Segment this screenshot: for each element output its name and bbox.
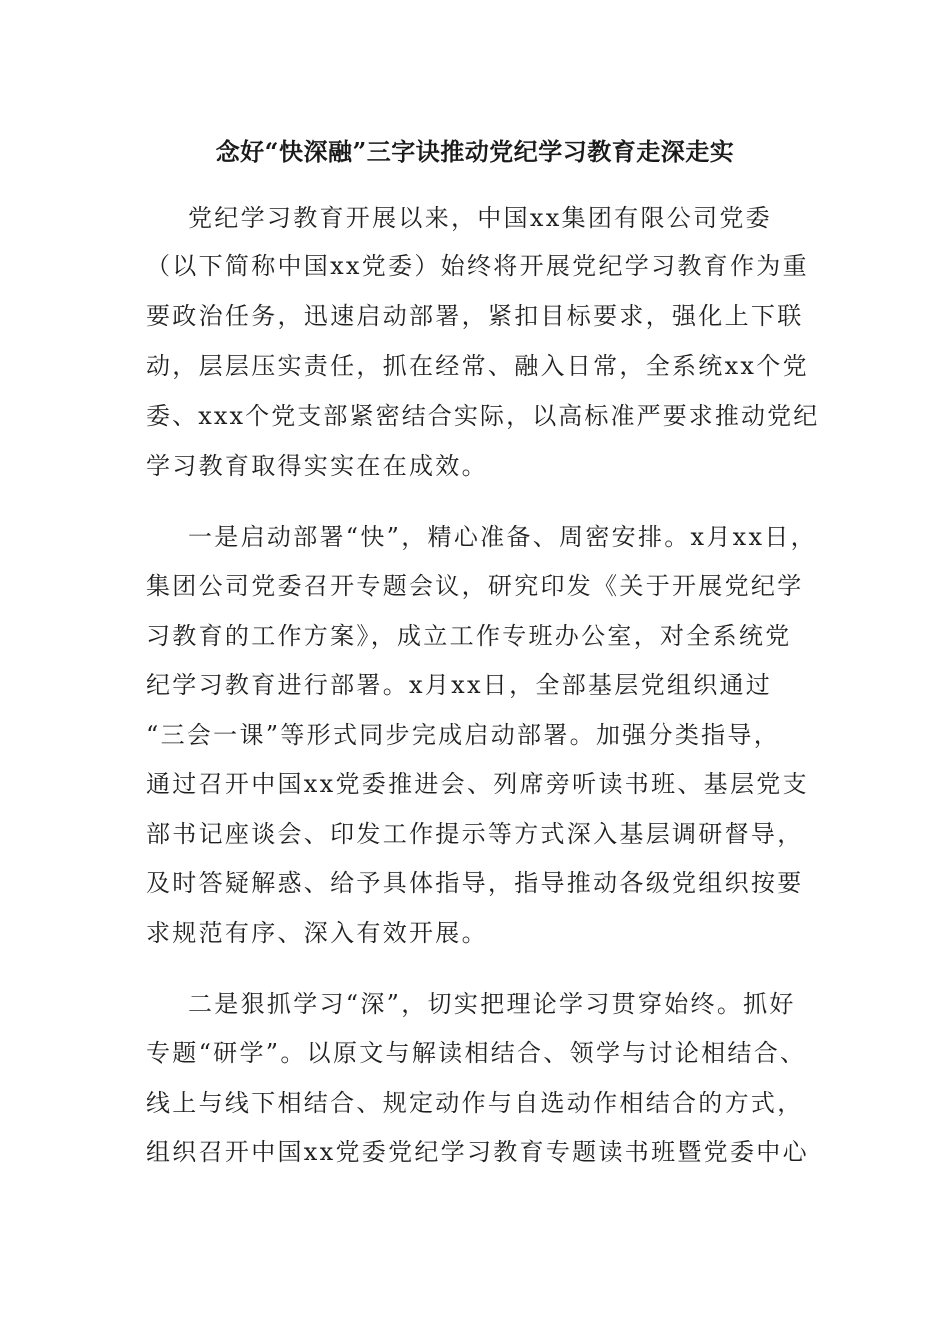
- text-line: 线上与线下相结合、规定动作与自选动作相结合的方式，: [146, 1089, 804, 1117]
- text-line: 及时答疑解惑、给予具体指导，指导推动各级党组织按要: [146, 869, 804, 897]
- text-line: 集团公司党委召开专题会议，研究印发《关于开展党纪学: [146, 572, 804, 600]
- text-line: 通过召开中国xx党委推进会、列席旁听读书班、基层党支: [146, 770, 809, 798]
- text-line: 部书记座谈会、印发工作提示等方式深入基层调研督导，: [146, 820, 804, 848]
- text-line: 求规范有序、深入有效开展。: [146, 919, 488, 947]
- text-line: 组织召开中国xx党委党纪学习教育专题读书班暨党委中心: [146, 1138, 809, 1166]
- text-line: 纪学习教育进行部署。x月xx日，全部基层党组织通过: [146, 671, 773, 699]
- text-line: 委、xxx个党支部紧密结合实际，以高标准严要求推动党纪: [146, 402, 820, 430]
- text-line: 专题“研学”。以原文与解读相结合、领学与讨论相结合、: [146, 1039, 807, 1067]
- text-line: 一是启动部署“快”，精心准备、周密安排。x月xx日，: [188, 523, 817, 551]
- document-title: 念好“快深融”三字诀推动党纪学习教育走深走实: [215, 137, 735, 166]
- text-line: 学习教育取得实实在在成效。: [146, 452, 488, 480]
- text-line: 党纪学习教育开展以来，中国xx集团有限公司党委: [188, 204, 772, 232]
- text-line: 习教育的工作方案》，成立工作专班办公室，对全系统党: [146, 622, 792, 650]
- text-line: （以下简称中国xx党委）始终将开展党纪学习教育作为重: [146, 252, 809, 280]
- text-line: 二是狠抓学习“深”，切实把理论学习贯穿始终。抓好: [188, 990, 796, 1018]
- text-line: 要政治任务，迅速启动部署，紧扣目标要求，强化上下联: [146, 302, 804, 330]
- text-line: “三会一课”等形式同步完成启动部署。加强分类指导，: [146, 721, 781, 749]
- text-line: 动，层层压实责任，抓在经常、融入日常，全系统xx个党: [146, 352, 809, 380]
